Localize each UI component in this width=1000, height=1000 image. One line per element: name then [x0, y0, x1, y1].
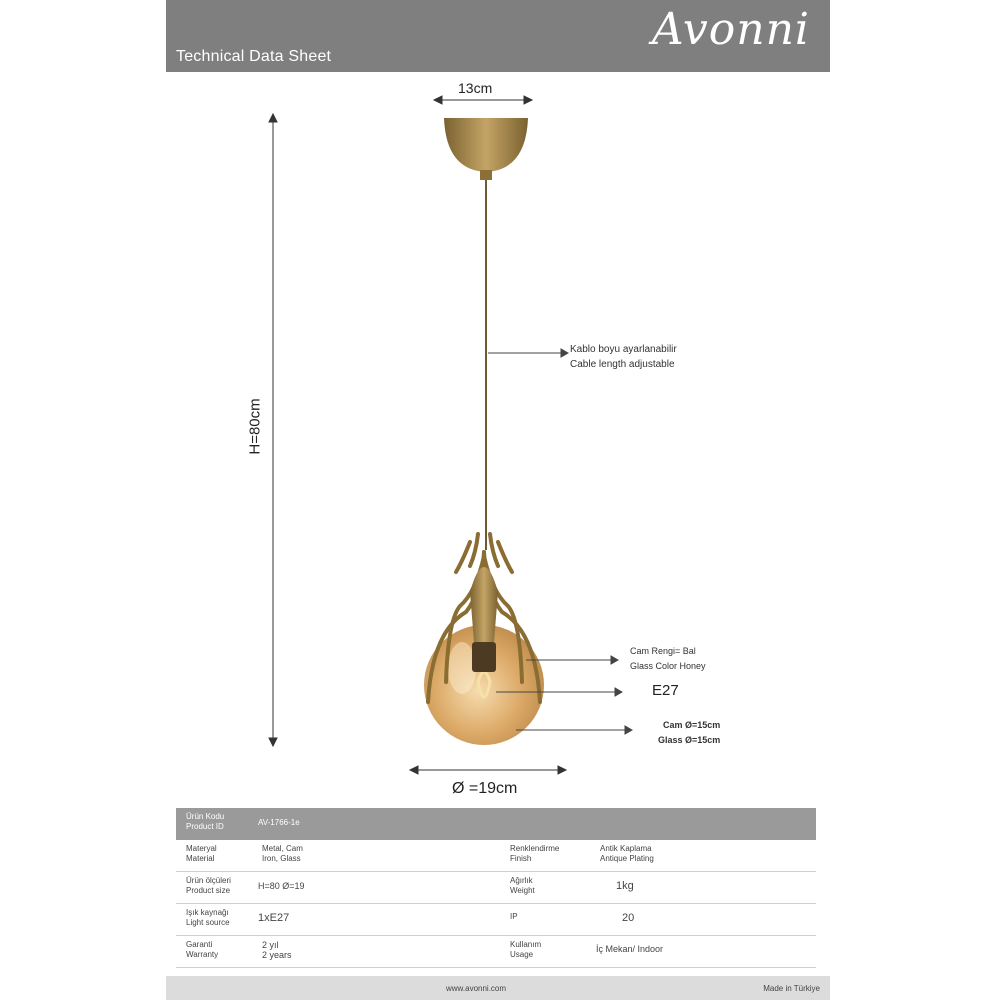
glass-diameter-tr: Cam Ø=15cm: [663, 720, 721, 730]
spec-value: 20: [622, 912, 635, 924]
glass-color-en: Glass Color Honey: [630, 661, 706, 671]
diameter-label: Ø =19cm: [452, 780, 518, 797]
socket: [472, 642, 496, 672]
spec-label-tr: Ağırlık: [510, 876, 533, 885]
glass-diameter-callout-line: [516, 726, 632, 734]
spec-label: [510, 844, 559, 864]
spec-label-en: Usage: [510, 950, 534, 959]
lamp-illustration: [166, 72, 830, 812]
product-id-value: AV-1766-1e: [258, 818, 300, 827]
socket-label: E27: [652, 682, 679, 699]
cable-callout-en: Cable length adjustable: [570, 359, 675, 370]
spec-label-en: Product size: [186, 886, 231, 895]
spec-label: [510, 876, 535, 896]
product-id-label: [186, 812, 224, 832]
spec-label-tr: Renklendirme: [510, 844, 560, 853]
spec-label-en: Weight: [510, 886, 535, 895]
spec-value-line2: Antique Plating: [600, 854, 654, 863]
spec-value: [262, 844, 303, 864]
spec-label-tr: Işık kaynağı: [186, 908, 229, 917]
height-arrow: [269, 114, 277, 746]
spec-label-en: Finish: [510, 854, 532, 863]
spec-label: [186, 876, 231, 896]
canopy-width-arrow: [434, 96, 532, 104]
product-id-label-tr: Ürün Kodu: [186, 812, 225, 821]
spec-label-tr: Materyal: [186, 844, 217, 853]
spec-value-line1: 2 yıl: [262, 940, 279, 950]
cable-callout: [570, 342, 677, 372]
spec-label-tr: Kullanım: [510, 940, 542, 949]
glass-color-callout: [630, 644, 706, 674]
spec-value-line2: 2 years: [262, 950, 292, 960]
ceiling-canopy: [444, 118, 528, 172]
origin-label: Made in Türkiye: [763, 984, 820, 993]
diameter-arrow: [410, 766, 566, 774]
spec-label: [186, 940, 218, 960]
page-title: Technical Data Sheet: [176, 48, 332, 65]
spec-value-line1: Metal, Cam: [262, 844, 303, 853]
spec-label-en: Warranty: [186, 950, 219, 959]
canopy-width-label: 13cm: [458, 80, 493, 96]
spec-label-en: Light source: [186, 918, 230, 927]
table-row: [176, 872, 816, 904]
table-row: [176, 936, 816, 968]
spec-value: 1xE27: [258, 912, 290, 924]
spec-value: [600, 844, 654, 864]
footer: [166, 976, 830, 1000]
spec-label-en: Material: [186, 854, 215, 863]
spec-label-tr: Ürün ölçüleri: [186, 876, 231, 885]
spec-label: [186, 844, 217, 864]
product-id-label-en: Product ID: [186, 822, 224, 831]
spec-label: IP: [510, 912, 518, 921]
glass-diameter-en: Glass Ø=15cm: [658, 735, 721, 745]
spec-table: [176, 808, 816, 968]
glass-color-callout-line: [526, 656, 618, 664]
product-drawing: [166, 72, 830, 812]
website-link[interactable]: www.avonni.com: [446, 984, 507, 993]
cable-callout-tr: Kablo boyu ayarlanabilir: [570, 344, 677, 355]
spec-value-line1: Antik Kaplama: [600, 844, 652, 853]
table-row: [176, 904, 816, 936]
spec-label: [510, 940, 541, 960]
table-row: [176, 840, 816, 872]
spec-table-header: [176, 808, 816, 840]
spec-value: H=80 Ø=19: [258, 881, 305, 891]
spec-label: [186, 908, 230, 928]
spec-value-line2: Iron, Glass: [262, 854, 301, 863]
spec-value: 1kg: [616, 880, 634, 892]
glass-color-tr: Cam Rengi= Bal: [630, 646, 696, 656]
cable-callout-line: [488, 349, 568, 357]
data-sheet: [166, 0, 830, 1000]
spec-value: İç Mekan/ Indoor: [596, 944, 664, 954]
spec-value: [262, 940, 292, 960]
header-bar: [166, 0, 830, 72]
height-label: H=80cm: [246, 398, 264, 455]
brand-logo: Avonni: [651, 4, 810, 55]
spec-label-tr: Garanti: [186, 940, 213, 949]
glass-diameter-callout: [658, 718, 720, 748]
